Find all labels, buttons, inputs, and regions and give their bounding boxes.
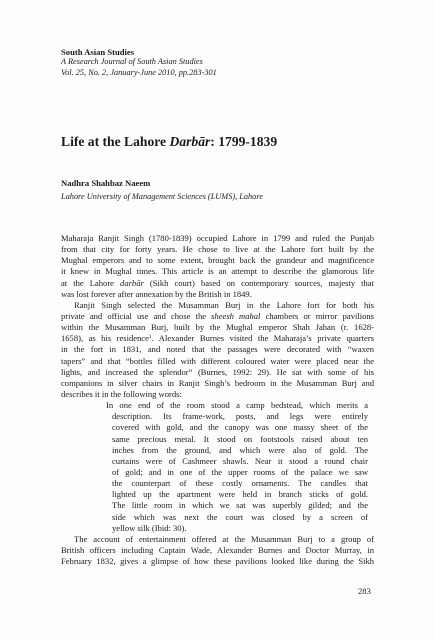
quote-line: same precious metal. It stood on footstools raised about ten: [112, 433, 368, 444]
text-run: (Sikh court) based on contemporary sources, majesty that: [143, 277, 374, 288]
text-run: 1658), as his residence: [61, 333, 149, 344]
text-line: [61, 333, 374, 344]
text-run: private and official use and chose the: [61, 310, 212, 321]
text-line: Mughal emperors and to some extent, brought back the grandeur and magnificence: [61, 255, 374, 266]
paragraph-2: [61, 300, 374, 400]
author-affiliation: Lahore University of Management Sciences (LUMS), Lahore: [61, 192, 263, 201]
text-run: chambers or mirror pavilions: [260, 310, 374, 321]
text-line: British officers including Captain Wade, Alexander Burnes and Doctor Murray, in: [61, 544, 374, 555]
quote-line: lighted up the apartment were held in branch sticks of gold.: [112, 489, 368, 500]
article-title-pre: Life at the Lahore: [61, 134, 170, 149]
footnote-marker: 1: [148, 334, 152, 341]
page-number: 283: [358, 586, 371, 596]
paragraph-3: [61, 534, 374, 567]
text-line: was lost forever after annexation by the British in 1849.: [61, 288, 252, 299]
text-run: . Alexander Burnes visited the Maharaja’s private quarters: [151, 333, 374, 344]
article-title-em: Darbār: [169, 134, 211, 149]
text-line: Ranjit Singh selected the Musamman Burj in the Lahore fort for both his: [74, 299, 374, 310]
text-line: The account of entertainment offered at the Musamman Burj to a group of: [74, 533, 374, 544]
quote-line: In one end of the room stood a camp bedstead, which merits a: [106, 400, 368, 411]
quote-line: The little room in which we sat was superbly gilded; and the: [112, 500, 368, 511]
paragraph-1: [61, 233, 374, 300]
journal-subtitle: A Research Journal of South Asian Studies: [61, 57, 203, 66]
article-title: [61, 134, 277, 150]
quote-line: the counterpart of these costly ornaments. The candles that: [112, 478, 368, 489]
article-title-post: : 1799-1839: [210, 134, 278, 149]
text-line: [61, 278, 374, 289]
block-quote: [61, 400, 374, 534]
article-body: [61, 233, 374, 567]
author-name: Nadhra Shahbaz Naeem: [61, 178, 151, 188]
quote-line: side which was next the court was closed by a screen of: [112, 511, 368, 522]
text-line: describes it in the following words:: [61, 388, 182, 399]
quote-line: inches from the ground, and which were also of gold. The: [112, 444, 368, 455]
text-line: from that city for forty years. He chose to live at the Lahore fort built by the: [61, 244, 374, 255]
quote-line: curtains were of Cashmeer shawls. Near it stood a round chair: [112, 455, 368, 466]
journal-volume: Vol. 25, No. 2, January-June 2010, pp.283-301: [61, 68, 217, 77]
text-line: Maharaja Ranjit Singh (1780-1839) occupied Lahore in 1799 and ruled the Punjab: [61, 233, 374, 243]
quote-line: yellow silk (Ibid: 30).: [112, 522, 187, 533]
text-line: tapers” and that “bottles filled with different coloured water were placed near the: [61, 355, 374, 366]
text-line: [61, 311, 374, 322]
text-run-italic: darbār: [120, 277, 144, 288]
text-run-italic: sheesh mahal: [211, 310, 261, 321]
text-line: in the fort in 1831, and noted that the passages were decorated with “waxen: [61, 344, 374, 355]
text-line: companions in silver chairs in Ranjit Singh’s bedroom in the Musamman Burj and: [61, 377, 374, 388]
quote-line: description. Its frame-work, posts, and legs were entirely: [112, 411, 368, 422]
text-line: February 1832, gives a glimpse of how these pavilions looked like during the Sikh: [61, 556, 374, 567]
text-line: it knew in Mughal times. This article is an attempt to describe the glamorous life: [61, 266, 374, 277]
journal-name: South Asian Studies: [61, 47, 135, 57]
quote-line: of gold; and in one of the upper rooms of the palace we saw: [112, 466, 368, 477]
text-line: within the Musamman Burj, built by the Mughal emperor Shah Jahan (r. 1628-: [61, 322, 374, 333]
quote-line: covered with gold, and the canopy was one massy sheet of the: [112, 422, 368, 433]
text-run: at the Lahore: [61, 277, 121, 288]
text-line: lights, and increased the splendor” (Burnes, 1992: 29). He sat with some of his: [61, 366, 374, 377]
